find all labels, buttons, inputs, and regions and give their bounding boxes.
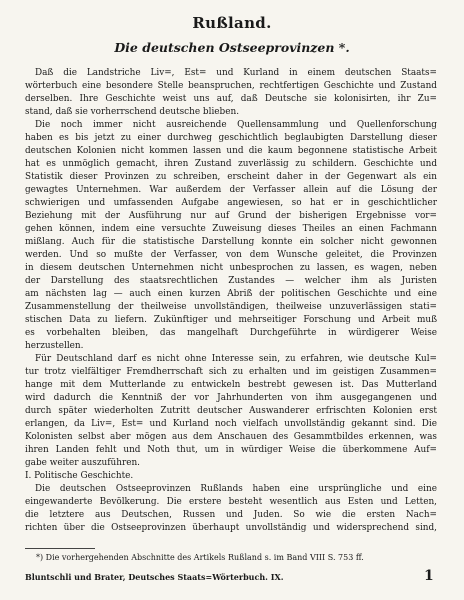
text-line: ihren Landen fehlt und Noth thut, um in würdiger Weise die überkommene Auf= [25,445,437,455]
text-line: Statistik dieser Provinzen zu schreiben, erscheint daher in der Gegenwart als ein [25,172,437,182]
text-line: schwierigen und umfassenden Aufgabe angewiesen, so hat er in geschichtlicher [25,198,437,208]
text-line: Die deutschen Ostseeprovinzen Rußlands haben eine ursprüngliche und eine [35,484,437,494]
text-line: gabe weiter auszuführen. [25,458,140,468]
page-number: 1 [424,568,434,584]
text-line: herzustellen. [25,341,84,351]
text-line: Kolonisten selbst aber mögen aus dem Anschauen des Gesammtbildes erkennen, was [25,432,437,442]
text-line: es vorbehalten bleiben, das mangelhaft Durchgeführte in würdigerer Weise [25,328,437,338]
text-line: Daß die Landstriche Liv=, Est= und Kurland in einem deutschen Staats= [35,68,437,78]
text-line: mißlang. Auch für die statistische Darstellung konnte ein solcher nicht gewonnen [25,237,437,247]
text-line: Für Deutschland darf es nicht ohne Interesse sein, zu erfahren, wie deutsche Kul= [35,354,437,364]
text-line: Beziehung mit der Ausführung nur auf Grund der bisherigen Ergebnisse vor= [25,211,437,221]
footnote: *) Die vorhergehenden Abschnitte des Artikels Rußland s. im Band VIII S. 753 ff. [36,553,364,562]
text-line: erlangen, da Liv=, Est= und Kurland noch vielfach unvollständig gekannt sind. Die [25,419,437,429]
text-line: eingewanderte Bevölkerung. Die erstere besteht wesentlich aus Esten und Letten, [25,497,437,507]
text-line: gewagtes Unternehmen. War außerdem der Verfasser allein auf die Lösung der [25,185,437,195]
text-line: richten über die Ostseeprovinzen überhaupt unvollständig und widersprechend sind, [25,523,437,533]
footer-citation: Bluntschli und Brater, Deutsches Staats=Wörterbuch. IX. [25,572,284,582]
text-line: werden. Und so mußte der Verfasser, von dem Wunsche geleitet, die Provinzen [25,250,437,260]
text-line: wird dadurch die Kenntniß der vor Jahrhunderten von ihm ausgegangenen und [25,393,437,403]
text-line: der Darstellung des staatsrechtlichen Zustandes — welcher ihm als Juristen [25,276,437,286]
section-heading: I. Politische Geschichte. [25,471,134,481]
text-line: haben es bis jetzt zu einer durchweg geschichtlich beglaubigten Darstellung dieser [25,133,437,143]
text-line: deutschen Kolonien nicht kommen lassen und die kaum begonnene statistische Arbeit [25,146,437,156]
footnote-rule [25,548,95,549]
text-line: wörterbuch eine besondere Stelle beanspruchen, rechtfertigen Geschichte und Zustand [25,81,437,91]
text-line: in diesem deutschen Unternehmen nicht unbesprochen zu lassen, es wagen, neben [25,263,437,273]
text-line: gehen können, indem eine versuchte Zuweisung dieses Theiles an einen Fachmann [25,224,437,234]
text-line: hange mit dem Mutterlande zu entwickeln bestrebt gewesen ist. Das Mutterland [25,380,437,390]
article-title: Rußland. [192,14,272,32]
text-line: stischen Data zu liefern. Zukünftiger und mehrseitiger Forschung und Arbeit muß [25,315,437,325]
text-line: tur trotz vielfältiger Fremdherrschaft sich zu erhalten und im geistigen Zusammen= [25,367,437,377]
text-line: die letztere aus Deutschen, Russen und Juden. So wie die ersten Nach= [25,510,437,520]
text-line: am nächsten lag — auch einen kurzen Abriß der politischen Geschichte und eine [25,289,437,299]
text-line: derselben. Ihre Geschichte weist uns auf, daß Deutsche sie kolonisirten, ihr Zu= [25,94,437,104]
text-line: hat es unmöglich gemacht, ihren Zustand zuverlässig zu schildern. Geschichte und [25,159,437,169]
text-line: durch später wiederholten Zutritt deutscher Auswanderer erfrischten Kolonien erst [25,406,437,416]
text-line: stand, daß sie vorherrschend deutsche blieben. [25,107,240,117]
article-subtitle: Die deutschen Ostseeprovinzen *. [114,40,350,55]
text-line: Die noch immer nicht ausreichende Quellensammlung und Quellenforschung [35,120,437,130]
text-line: Zusammenstellung der theilweise unvollständigen, theilweise unzuverlässigen stati= [25,302,437,312]
article-body [25,67,437,535]
